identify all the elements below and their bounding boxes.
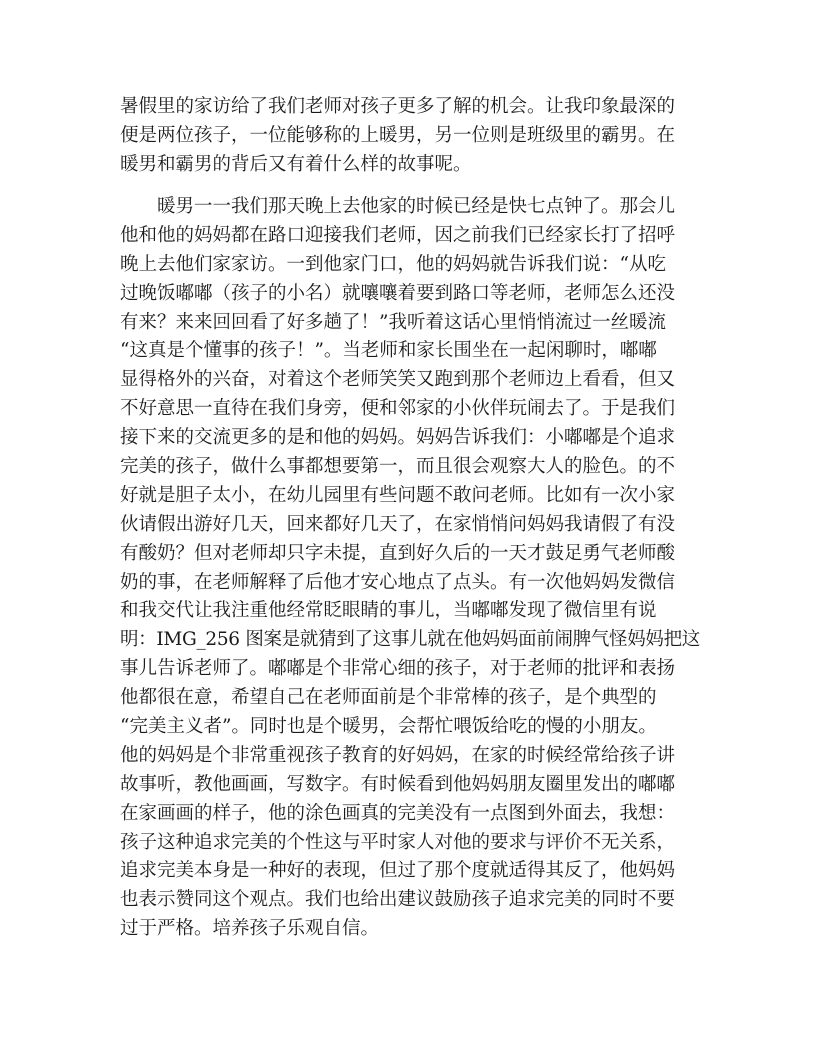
text-line: 事儿告诉老师了。嘟嘟是个非常心细的孩子，对于老师的批评和表扬 [120,658,676,680]
text-line: 便是两位孩子，一位能够称的上暖男，另一位则是班级里的霸男。在 [120,124,676,146]
intro-paragraph [120,93,700,180]
text-line: 暖男和霸男的背后又有着什么样的故事呢。 [120,153,472,175]
text-line: 明：IMG_256 图案是就猜到了这事儿就在他妈妈面前闹脾气怪妈妈把这 [120,629,700,651]
text-line: “完美主义者”。同时也是个暖男，会帮忙喂饭给吃的慢的小朋友。 [120,716,657,738]
text-line: 暖男一一我们那天晚上去他家的时候已经是快七点钟了。那会儿 [120,196,676,217]
text-line: 孩子这种追求完美的个性这与平时家人对他的要求与评价不无关系， [120,831,676,853]
text-line: 也表示赞同这个观点。我们也给出建议鼓励孩子追求完美的同时不要 [120,889,676,911]
text-line: 好就是胆子太小，在幼儿园里有些问题不敢问老师。比如有一次小家 [120,484,676,506]
text-line: 他的妈妈是个非常重视孩子教育的好妈妈，在家的时候经常给孩子讲 [120,744,676,766]
body-paragraph [120,193,700,944]
text-line: 过晚饭嘟嘟（孩子的小名）就嚷嚷着要到路口等老师，老师怎么还没 [120,282,676,304]
text-line: 显得格外的兴奋，对着这个老师笑笑又跑到那个老师边上看看，但又 [120,369,676,391]
text-line: 接下来的交流更多的是和他的妈妈。妈妈告诉我们：小嘟嘟是个追求 [120,427,676,449]
text-line: 完美的孩子，做什么事都想要第一，而且很会观察大人的脸色。的不 [120,456,676,478]
text-line: 不好意思一直待在我们身旁，便和邻家的小伙伴玩闹去了。于是我们 [120,398,676,420]
text-line: 暑假里的家访给了我们老师对孩子更多了解的机会。让我印象最深的 [120,96,676,117]
text-line: 在家画画的样子，他的涂色画真的完美没有一点图到外面去，我想： [120,802,676,824]
text-line: 故事听，教他画画，写数字。有时候看到他妈妈朋友圈里发出的嘟嘟 [120,773,676,795]
text-line: 他和他的妈妈都在路口迎接我们老师，因之前我们已经家长打了招呼 [120,224,676,246]
text-line: 有酸奶？但对老师却只字未提，直到好久后的一天才鼓足勇气老师酸 [120,542,676,564]
text-line: 伙请假出游好几天，回来都好几天了，在家悄悄问妈妈我请假了有没 [120,513,676,535]
text-line: 奶的事，在老师解释了后他才安心地点了点头。有一次他妈妈发微信 [120,571,676,593]
text-line: 晚上去他们家家访。一到他家门口，他的妈妈就告诉我们说：“从吃 [120,253,666,275]
text-line: 和我交代让我注重他经常眨眼睛的事儿，当嘟嘟发现了微信里有说 [120,600,657,622]
text-line: 过于严格。培养孩子乐观自信。 [120,918,380,940]
text-line: 追求完美本身是一种好的表现，但过了那个度就适得其反了，他妈妈 [120,860,676,882]
text-line: 有来？来来回回看了好多趟了！”我听着这话心里悄悄流过一丝暖流 [120,311,666,333]
text-line: “这真是个懂事的孩子！”。当老师和家长围坐在一起闲聊时，嘟嘟 [120,340,657,362]
text-line: 他都很在意，希望自己在老师面前是个非常棒的孩子，是个典型的 [120,687,657,709]
